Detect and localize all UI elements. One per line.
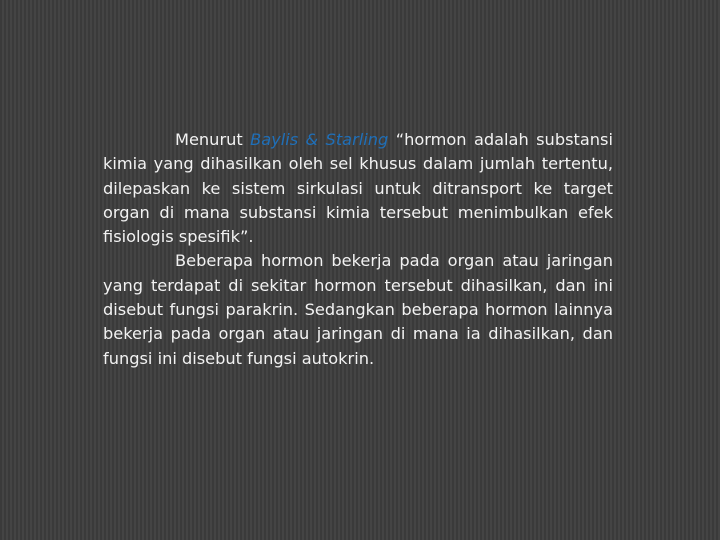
paragraph-hormone-functions: Beberapa hormon bekerja pada organ atau jaringan yang terdapat di sekitar hormon tersebut dihasilkan, dan ini disebut fungsi parakrin. Sedangkan beberapa hormon lainnya bekerja pada organ atau jaringan di mana ia dihasilkan, dan fungsi ini disebut fungsi autokrin.	[103, 251, 613, 368]
slide-text-body	[103, 128, 613, 371]
paragraph-hormone-definition	[103, 128, 613, 249]
paragraph-1-lead-text: Menurut	[175, 130, 251, 149]
paragraph-1-quote-text: “hormon adalah substansi kimia yang dihasilkan oleh sel khusus dalam jumlah tertentu, dilepaskan ke sistem sirkulasi untuk ditransport ke target organ di mana substansi kimia tersebut menimbulkan efek fisiologis spesifik”.	[103, 130, 613, 247]
author-citation-highlight: Baylis & Starling	[250, 130, 389, 149]
